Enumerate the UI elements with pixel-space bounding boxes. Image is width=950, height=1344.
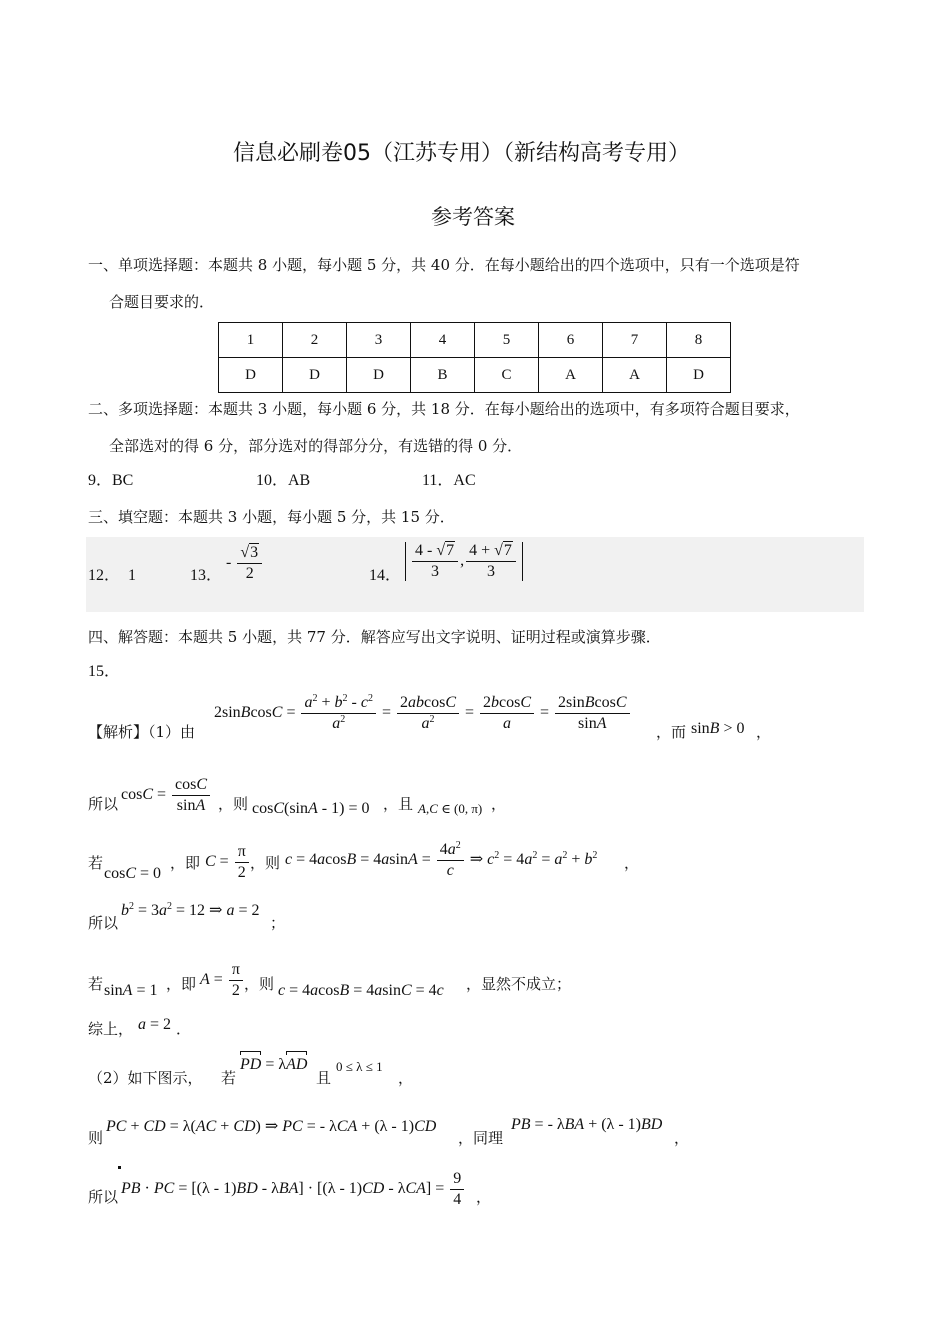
formula-c-derivation: c = 4acosB = 4asinA = $\frac{4a^2}{c}$ ⇒ $c^2 = 4a^2 = a^2 + b^2$	[285, 840, 598, 879]
text-ze-3: ，则	[244, 975, 275, 993]
formula-vector-PD: PD = λAD	[240, 1056, 308, 1073]
formula-a-equals-2: $b^2 = 3a^2 = 12$ ⇒ a = 2	[121, 901, 260, 919]
text-ruo-1: 若	[88, 854, 104, 872]
section4-heading: 四、解答题：本题共 5 小题，共 77 分．解答应写出文字说明、证明过程或演算步骤．	[88, 628, 661, 646]
text-ji-1: ，即	[170, 854, 201, 872]
document-title: 信息必刷卷05（江苏专用）（新结构高考专用）	[233, 141, 690, 166]
section2-heading-line2: 全部选对的得 6 分，部分选对的得部分分，有选错的得 0 分．	[109, 437, 523, 455]
formula-lambda-range: 0 ≤ λ ≤ 1	[336, 1059, 383, 1074]
formula-A-half-pi: A = $\frac{\pi}{2}$	[200, 961, 245, 1000]
table-cell: D	[283, 358, 347, 393]
answer-10: 10．AB	[256, 472, 311, 489]
q12-label: 12．	[88, 567, 121, 584]
table-row-answers	[219, 358, 731, 393]
text-ji-2: ，即	[166, 975, 197, 993]
table-cell: C	[475, 358, 539, 393]
analysis-label: 【解析】（1）由	[88, 723, 196, 741]
formula-a-2-final: a = 2	[138, 1016, 172, 1033]
dot-mark	[118, 1166, 121, 1169]
q14-label: 14．	[369, 567, 402, 584]
section1-heading-line1: 一、单项选择题：本题共 8 小题，每小题 5 分，共 40 分．在每小题给出的四个选项中，只有一个选项是符	[88, 256, 800, 274]
text-xianran: ，显然不成立；	[466, 975, 572, 993]
text-ze-1: ，则	[218, 795, 249, 813]
formula-factor: cosC(sinA - 1) = 0	[252, 800, 370, 817]
table-row-questions	[219, 323, 731, 358]
q13-label: 13．	[190, 567, 223, 584]
text-ze-2: ，则	[250, 854, 281, 872]
text-er: ，而	[656, 723, 687, 741]
text-qie-1: ，且	[383, 795, 414, 813]
q14-answer: $\frac{4 - √7}{3}$ , $\frac{4 + √7}{3}$	[405, 542, 523, 581]
table-cell: A	[603, 358, 667, 393]
formula-law-of-cosines: 2sinBcosC = $\frac{a^2 + b^2 - c^2}{a^2}$ = $\frac{2abcosC}{a^2}$ = $\frac{2bcosC}{a}$ = $\frac{\text{2sinBcosC}}{\sin A}$	[214, 694, 632, 733]
formula-c-4c: c = 4acosB = 4asinC = 4c	[278, 982, 444, 999]
table-cell: D	[667, 358, 731, 393]
text-period: ．	[176, 1020, 192, 1038]
part2-intro: （2）如下图示，	[88, 1069, 203, 1087]
text-zongshang: 综上，	[88, 1020, 134, 1038]
text-tongli: ，同理	[458, 1129, 504, 1147]
text-semicolon: ；	[270, 914, 286, 932]
answer-table	[218, 322, 731, 393]
formula-sinB-positive: sinB > 0	[691, 720, 745, 737]
text-suoyi-3: 所以	[88, 1188, 119, 1206]
text-suoyi-2: 所以	[88, 914, 119, 932]
section1-heading-line2: 合题目要求的．	[109, 293, 215, 311]
section3-heading: 三、填空题：本题共 3 小题，每小题 5 分，共 15 分．	[88, 508, 455, 526]
formula-domain: A,C ∈ (0, π)	[418, 801, 483, 816]
text-qie-2: 且	[316, 1069, 332, 1087]
q13-answer: - $\frac{√3}{2}$	[226, 544, 264, 583]
formula-sinA-one: sinA = 1	[104, 982, 158, 999]
table-cell: 8	[667, 323, 731, 358]
section2-heading-line1: 二、多项选择题：本题共 3 小题，每小题 6 分，共 18 分．在每小题给出的选项中，有多项符合题目要求，	[88, 400, 800, 418]
text-ruo-3: 若	[221, 1069, 237, 1087]
table-cell: 3	[347, 323, 411, 358]
formula-C-half-pi: C = $\frac{\pi}{2}$	[205, 843, 251, 882]
table-cell: 7	[603, 323, 667, 358]
table-cell: 1	[219, 323, 283, 358]
table-cell: B	[411, 358, 475, 393]
answer-11: 11．AC	[422, 472, 476, 489]
table-cell: 5	[475, 323, 539, 358]
table-cell: A	[539, 358, 603, 393]
table-cell: 6	[539, 323, 603, 358]
text-suoyi-1: 所以	[88, 795, 119, 813]
answer-9: 9．BC	[88, 472, 134, 489]
text-ze-4: 则	[88, 1129, 104, 1147]
table-cell: D	[347, 358, 411, 393]
formula-PC: PC + CD = λ(AC + CD) ⇒ PC = - λCA + (λ - 1)CD	[106, 1118, 437, 1135]
table-cell: D	[219, 358, 283, 393]
text-comma: ，	[398, 1069, 414, 1087]
q12-answer: 1	[128, 567, 136, 584]
q15-label: 15．	[88, 663, 121, 680]
table-cell: 4	[411, 323, 475, 358]
text-comma: ，	[674, 1129, 690, 1147]
text-comma: ，	[476, 1188, 492, 1206]
text-ruo-2: 若	[88, 975, 104, 993]
formula-cosC-zero: cosC = 0	[104, 865, 162, 882]
formula-dot-product: PB · PC = [(λ - 1)BD - λBA] · [(λ - 1)CD - λCA] = $\frac{9}{4}$	[121, 1170, 466, 1209]
text-comma: ，	[624, 854, 640, 872]
text-comma: ，	[756, 723, 772, 741]
formula-PB: PB = - λBA + (λ - 1)BD	[511, 1116, 663, 1133]
text-comma: ，	[491, 795, 507, 813]
table-cell: 2	[283, 323, 347, 358]
document-subtitle: 参考答案	[431, 205, 515, 229]
formula-cosC-ratio: cosC = $\frac{\cos C}{\sin A}$	[121, 776, 212, 815]
